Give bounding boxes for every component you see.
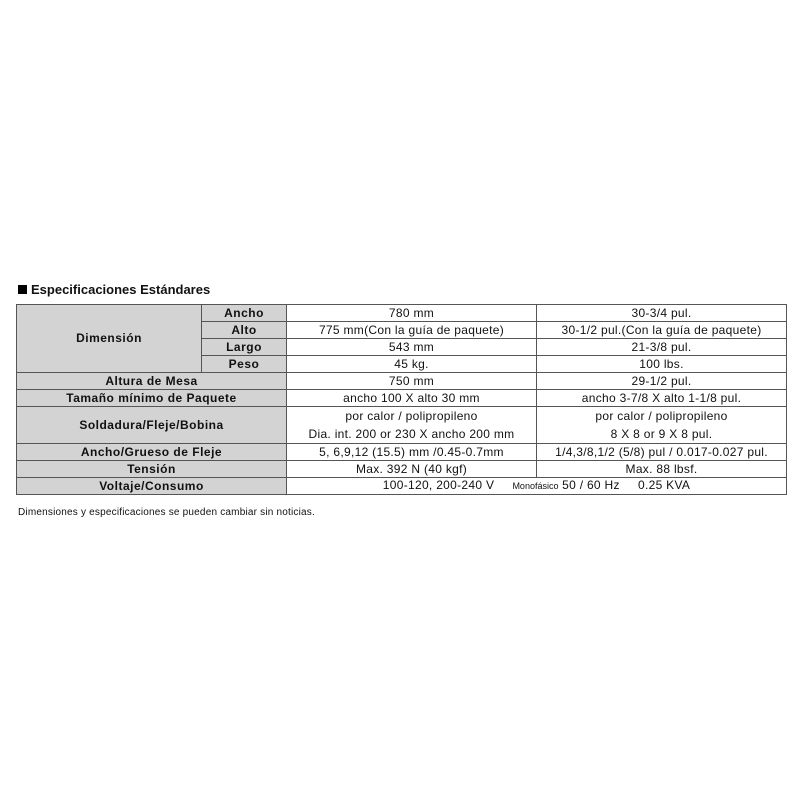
tension-metric-value: Max. 392 N (40 kgf): [287, 461, 537, 478]
voltaje-frequency: 50 / 60 Hz: [562, 478, 620, 492]
soldadura-metric-line2: Dia. int. 200 or 230 X ancho 200 mm: [308, 427, 515, 441]
dimension-metric-value: 780 mm: [287, 305, 537, 322]
table-row: [17, 305, 787, 322]
altura-label: Altura de Mesa: [17, 373, 287, 390]
soldadura-imperial-line2: 8 X 8 or 9 X 8 pul.: [610, 427, 713, 441]
tension-imperial-value: Max. 88 lbsf.: [537, 461, 787, 478]
dimension-metric-value: 775 mm(Con la guía de paquete): [287, 322, 537, 339]
grueso-imperial-value: 1/4,3/8,1/2 (5/8) pul / 0.017-0.027 pul.: [537, 444, 787, 461]
soldadura-label: Soldadura/Fleje/Bobina: [17, 407, 287, 444]
tension-label: Tensión: [17, 461, 287, 478]
soldadura-imperial-value: [537, 407, 787, 444]
specifications-table: [16, 304, 787, 495]
dimension-label: Dimensión: [17, 305, 202, 373]
voltaje-power: 0.25 KVA: [637, 478, 691, 492]
altura-metric-value: 750 mm: [287, 373, 537, 390]
table-row: [17, 373, 787, 390]
table-row: [17, 444, 787, 461]
soldadura-metric-line1: por calor / polipropileno: [345, 409, 478, 423]
square-bullet-icon: [18, 285, 27, 294]
table-row: [17, 461, 787, 478]
voltaje-voltage: 100-120, 200-240 V: [382, 478, 495, 492]
altura-imperial-value: 29-1/2 pul.: [537, 373, 787, 390]
dimension-sub-label: Largo: [202, 339, 287, 356]
tamano-label: Tamaño mínimo de Paquete: [17, 390, 287, 407]
dimension-metric-value: 543 mm: [287, 339, 537, 356]
dimension-metric-value: 45 kg.: [287, 356, 537, 373]
footer-note: Dimensiones y especificaciones se pueden cambiar sin noticias.: [18, 507, 315, 518]
voltaje-value: [287, 478, 787, 495]
tamano-imperial-value: ancho 3-7/8 X alto 1-1/8 pul.: [537, 390, 787, 407]
soldadura-metric-value: [287, 407, 537, 444]
table-row: [17, 390, 787, 407]
soldadura-imperial-line1: por calor / polipropileno: [595, 409, 728, 423]
tamano-metric-value: ancho 100 X alto 30 mm: [287, 390, 537, 407]
dimension-sub-label: Ancho: [202, 305, 287, 322]
voltaje-label: Voltaje/Consumo: [17, 478, 287, 495]
dimension-sub-label: Peso: [202, 356, 287, 373]
grueso-label: Ancho/Grueso de Fleje: [17, 444, 287, 461]
dimension-imperial-value: 100 lbs.: [537, 356, 787, 373]
dimension-imperial-value: 30-3/4 pul.: [537, 305, 787, 322]
grueso-metric-value: 5, 6,9,12 (15.5) mm /0.45-0.7mm: [287, 444, 537, 461]
table-row: [17, 407, 787, 444]
dimension-imperial-value: 30-1/2 pul.(Con la guía de paquete): [537, 322, 787, 339]
section-title: [18, 282, 210, 297]
section-title-text: Especificaciones Estándares: [31, 282, 211, 297]
table-row: [17, 478, 787, 495]
voltaje-phase: Monofásico: [512, 481, 559, 491]
dimension-imperial-value: 21-3/8 pul.: [537, 339, 787, 356]
dimension-sub-label: Alto: [202, 322, 287, 339]
